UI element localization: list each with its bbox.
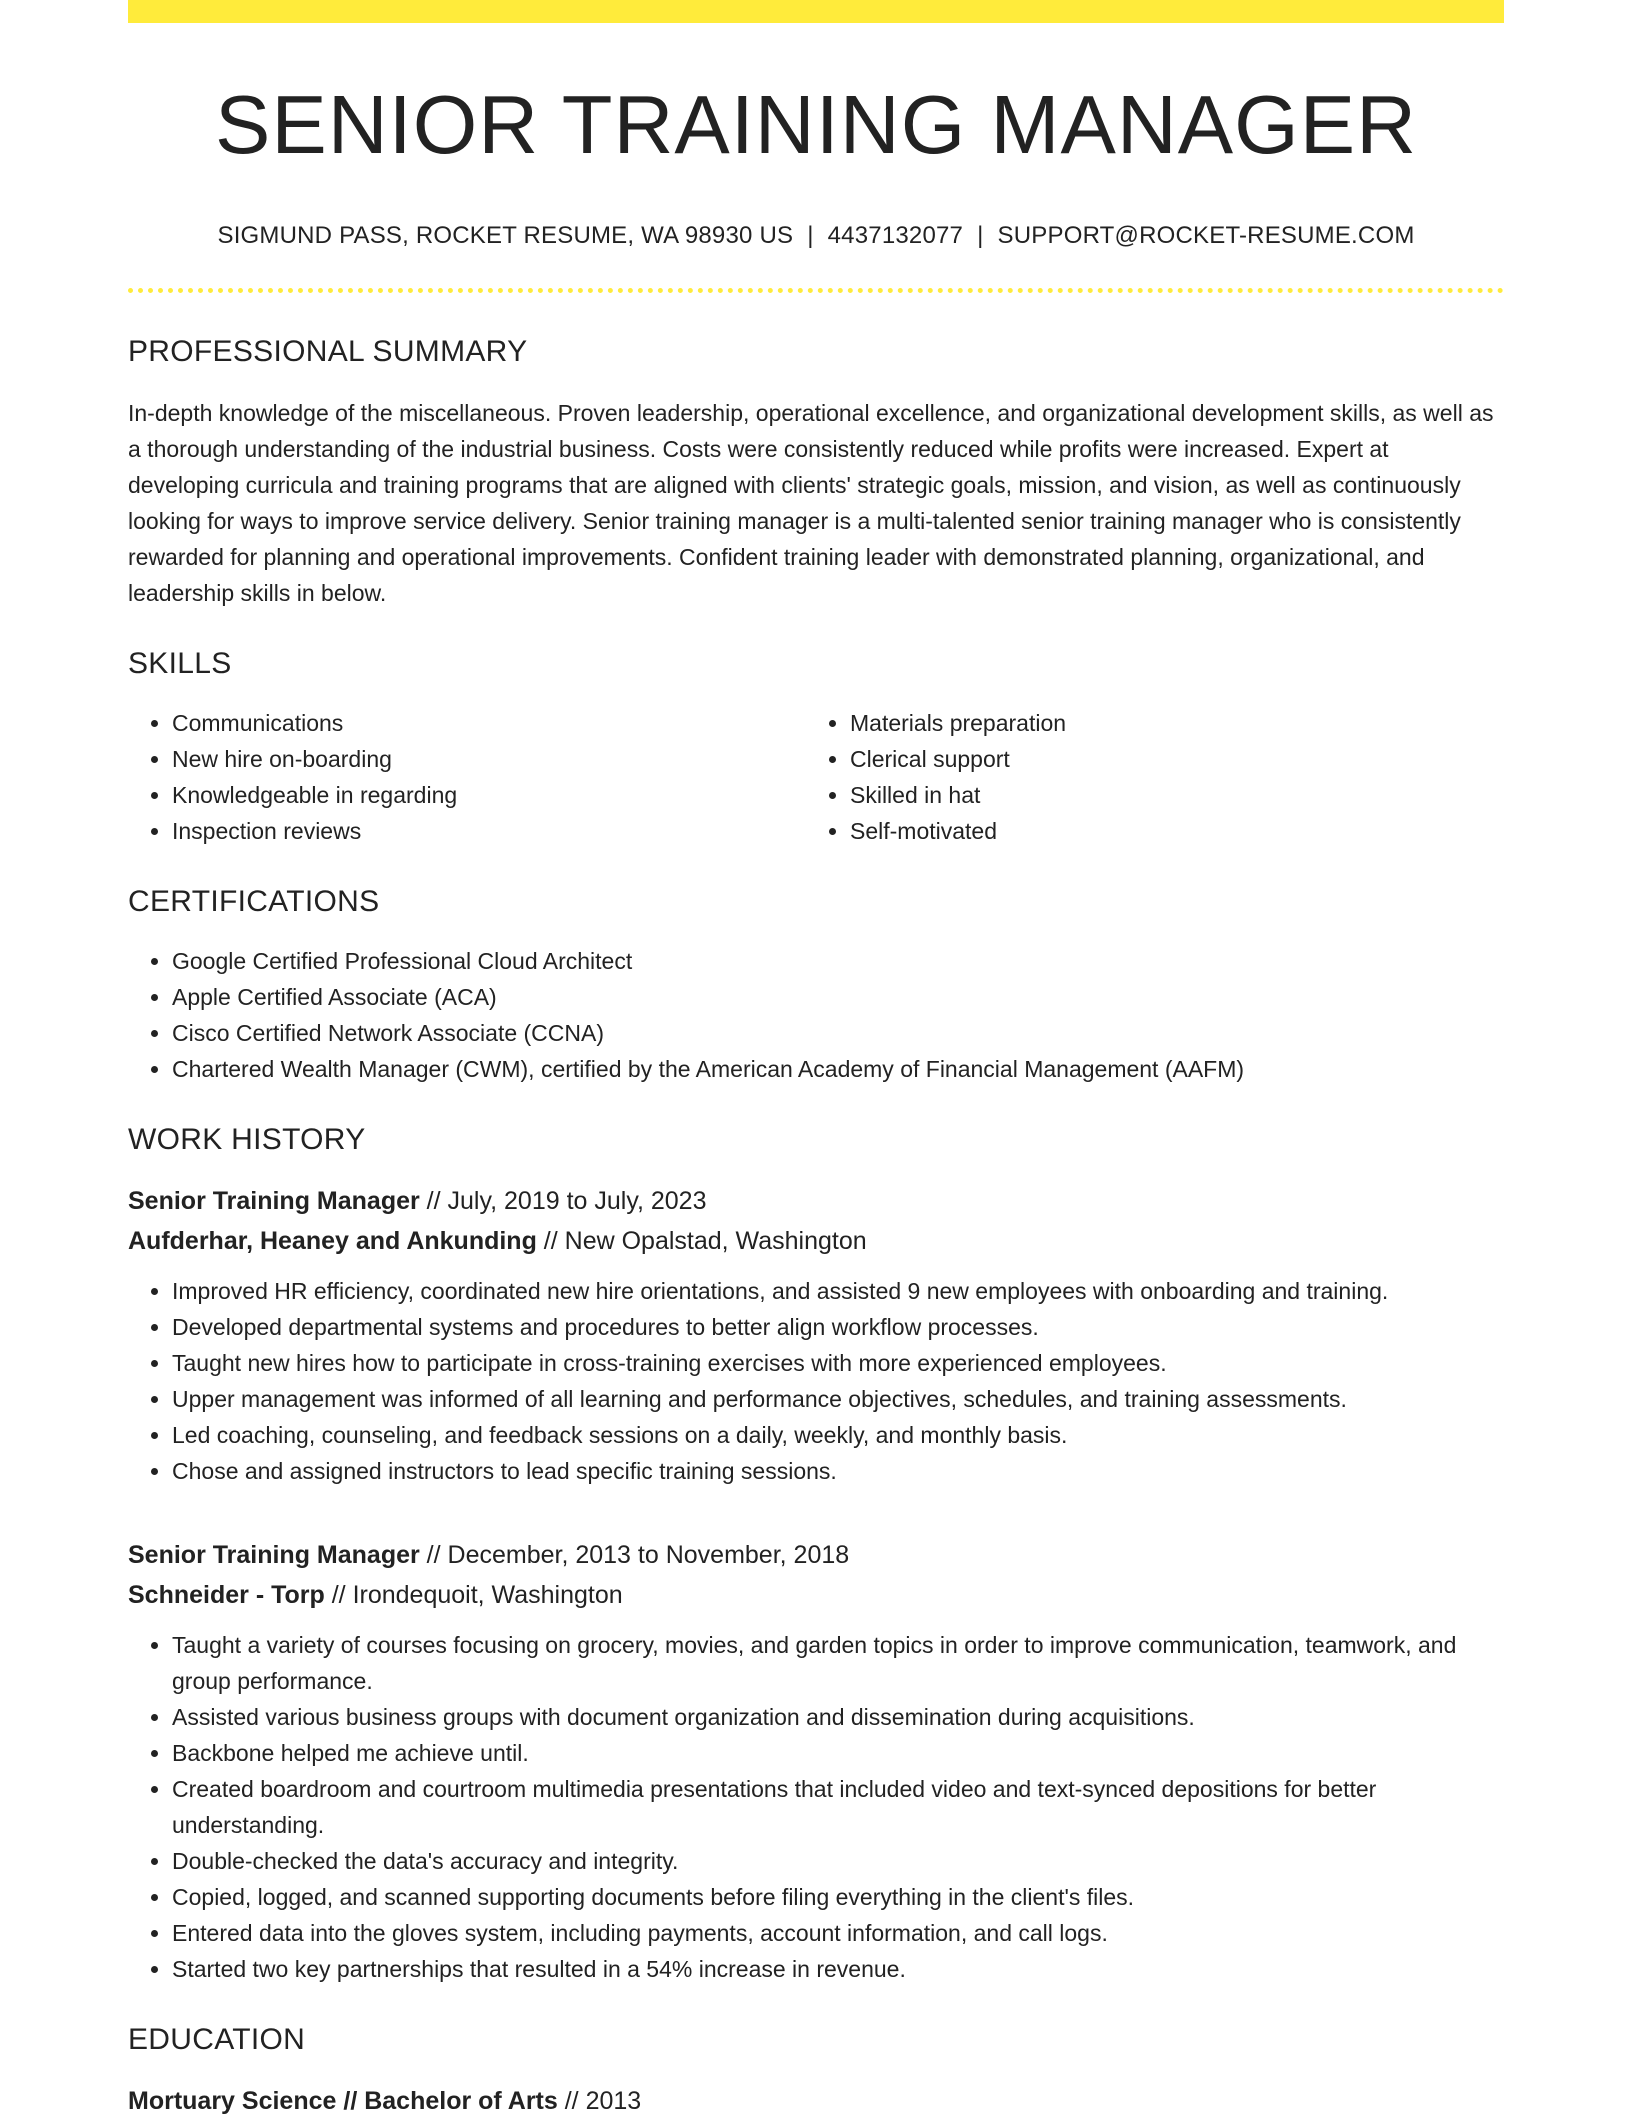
job-bullet: • Chose and assigned instructors to lead specific training sessions. [172, 1453, 1504, 1489]
certifications-list [128, 943, 1504, 1087]
skill-item: • Clerical support [850, 741, 1484, 777]
education-heading: EDUCATION [128, 2023, 306, 2056]
job-company: Aufderhar, Heaney and Ankunding [128, 1227, 537, 1255]
job-bullet: • Developed departmental systems and procedures to better align workflow processes. [172, 1309, 1504, 1345]
job-bullet: • Taught new hires how to participate in cross-training exercises with more experienced employees. [172, 1345, 1504, 1381]
summary-text: In-depth knowledge of the miscellaneous. Proven leadership, operational excellence, and organizational development skills, as well as a thorough understanding of the industrial business. Costs were consistently reduced while profits were increased. Expert at developing curricula and training programs that are aligned with clients' strategic goals, mission, and vision, as well as continuously looking for ways to improve service delivery. Senior training manager is a multi-talented senior training manager who is consistently rewarded for planning and operational improvements. Confident training leader with demonstrated planning, organizational, and leadership skills in below. [128, 400, 1494, 606]
job-bullet: • Backbone helped me achieve until. [172, 1735, 1504, 1771]
job-entry [128, 1181, 1504, 1489]
education-field: Mortuary Science [128, 2087, 337, 2115]
job-dates: // December, 2013 to November, 2018 [419, 1541, 850, 1569]
contact-separator: | [807, 222, 814, 249]
certification-item: • Google Certified Professional Cloud Architect [172, 943, 1504, 979]
job-bullet: • Taught a variety of courses focusing on grocery, movies, and garden topics in order to improve communication, teamwork, and group performance. [172, 1627, 1504, 1699]
job-bullet: • Assisted various business groups with document organization and dissemination during acquisitions. [172, 1699, 1504, 1735]
dotted-divider [128, 288, 1504, 293]
certification-item: • Chartered Wealth Manager (CWM), certified by the American Academy of Financial Management (AAFM) [172, 1051, 1504, 1087]
job-entry [128, 1535, 1504, 1987]
skill-item: • Materials preparation [850, 705, 1484, 741]
skills-heading: SKILLS [128, 647, 232, 680]
job-bullet: • Copied, logged, and scanned supporting documents before filing everything in the client's files. [172, 1879, 1504, 1915]
job-bullet: • Created boardroom and courtroom multimedia presentations that included video and text-synced depositions for better understanding. [172, 1771, 1504, 1843]
job-bullet: • Started two key partnerships that resulted in a 54% increase in revenue. [172, 1951, 1504, 1987]
top-accent-bar [128, 0, 1504, 23]
skill-item: • Skilled in hat [850, 777, 1484, 813]
summary-heading: PROFESSIONAL SUMMARY [128, 335, 528, 368]
certification-item: • Cisco Certified Network Associate (CCNA) [172, 1015, 1504, 1051]
resume-title: SENIOR TRAINING MANAGER [214, 78, 1418, 171]
contact-separator: | [977, 222, 984, 249]
job-bullets [128, 1627, 1504, 1987]
job-bullet: • Improved HR efficiency, coordinated new hire orientations, and assisted 9 new employees with onboarding and training. [172, 1273, 1504, 1309]
job-title: Senior Training Manager [128, 1541, 420, 1569]
skills-list-right [806, 705, 1484, 849]
contact-line [128, 222, 1504, 250]
resume-page [128, 0, 1504, 2121]
work-history-heading: WORK HISTORY [128, 1123, 366, 1156]
job-bullets [128, 1273, 1504, 1489]
education-year: // 2013 [557, 2087, 642, 2115]
job-company-line [128, 1575, 1504, 1615]
job-company-line [128, 1221, 1504, 1261]
job-location: // New Opalstad, Washington [536, 1227, 867, 1255]
certification-item: • Apple Certified Associate (ACA) [172, 979, 1504, 1015]
skill-item: • Communications [172, 705, 806, 741]
job-bullet: • Entered data into the gloves system, including payments, account information, and call logs. [172, 1915, 1504, 1951]
job-title-line [128, 1535, 1504, 1575]
job-title: Senior Training Manager [128, 1187, 420, 1215]
job-dates: // July, 2019 to July, 2023 [419, 1187, 707, 1215]
job-company: Schneider - Torp [128, 1581, 325, 1609]
job-bullet: • Led coaching, counseling, and feedback sessions on a daily, weekly, and monthly basis. [172, 1417, 1504, 1453]
job-bullet: • Double-checked the data's accuracy and integrity. [172, 1843, 1504, 1879]
contact-email[interactable]: SUPPORT@ROCKET-RESUME.COM [997, 222, 1415, 249]
skill-item: • New hire on-boarding [172, 741, 806, 777]
education-separator: // [336, 2087, 365, 2115]
certifications-heading: CERTIFICATIONS [128, 885, 380, 918]
contact-phone[interactable]: 4437132077 [827, 222, 964, 249]
job-bullet: • Upper management was informed of all learning and performance objectives, schedules, and training assessments. [172, 1381, 1504, 1417]
skills-grid [128, 705, 1504, 849]
education-degree: Bachelor of Arts [364, 2087, 558, 2115]
job-location: // Irondequoit, Washington [324, 1581, 623, 1609]
skill-item: • Self-motivated [850, 813, 1484, 849]
skill-item: • Inspection reviews [172, 813, 806, 849]
skill-item: • Knowledgeable in regarding [172, 777, 806, 813]
job-title-line [128, 1181, 1504, 1221]
skills-list-left [128, 705, 806, 849]
contact-address: SIGMUND PASS, ROCKET RESUME, WA 98930 US [217, 222, 794, 249]
education-line [128, 2081, 1504, 2121]
